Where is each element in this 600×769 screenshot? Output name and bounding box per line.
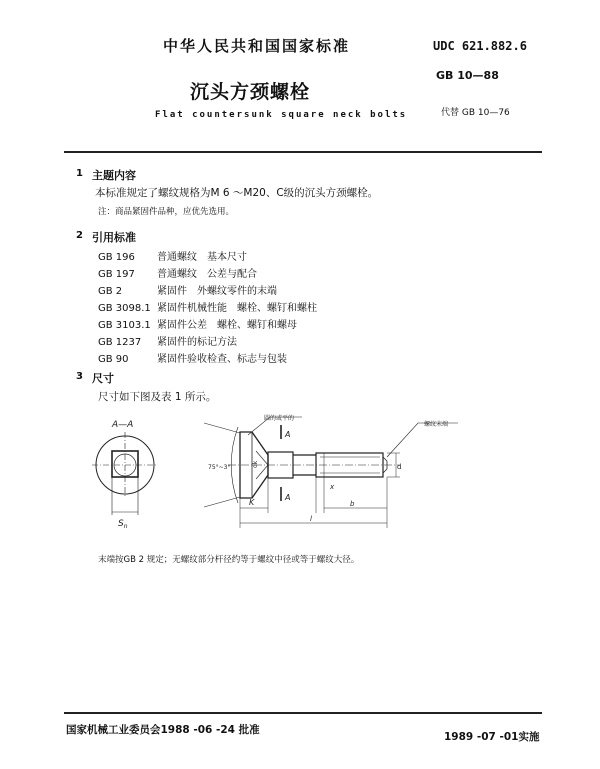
bolt-drawing [88, 405, 528, 533]
k-label: K [249, 498, 255, 507]
footer-divider [64, 712, 542, 714]
reference-item: GB 197 普通螺纹 公差与配合 [98, 269, 257, 280]
english-title: Flat countersunk square neck bolts [155, 110, 408, 120]
s-label: $S_n$ [118, 519, 128, 530]
section-3-title: 尺寸 [92, 372, 114, 385]
dk-label: dk [252, 460, 259, 468]
header-divider [64, 151, 542, 153]
l-label: l [310, 515, 312, 523]
reference-item: GB 3098.1 紧固件机械性能 螺栓、螺钉和螺柱 [98, 303, 317, 314]
section-3-text: 尺寸如下图及表 1 所示。 [98, 391, 217, 403]
section-3-number: 3 [76, 371, 83, 382]
b-label: b [350, 500, 355, 508]
x-label: x [330, 483, 335, 491]
d-label: d [397, 463, 402, 471]
round-flat-label: 圆的或平的 [264, 415, 295, 422]
section-1-text: 本标准规定了螺纹规格为M 6 ～M20、C级的沉头方颈螺栓。 [95, 187, 379, 199]
thread-end-label: 螺纹末端 [424, 421, 449, 428]
udc-number: UDC 621.882.6 [433, 39, 527, 53]
reference-item: GB 1237 紧固件的标记方法 [98, 337, 237, 348]
issuing-country-standard: 中华人民共和国国家标准 [163, 37, 351, 55]
gb-number: GB 10—88 [436, 69, 499, 82]
approval-date: 国家机械工业委员会1988 -06 -24 批准 [66, 724, 260, 736]
replaces-standard: 代替 GB 10—76 [441, 108, 510, 118]
angle-label: 75°~3° [208, 464, 231, 471]
section-1-note: 注：商品紧固件品种，应优先选用。 [98, 207, 235, 217]
section-1-number: 1 [76, 168, 83, 179]
section-label: A—A [112, 420, 134, 430]
effective-date: 1989 -07 -01实施 [444, 731, 540, 743]
section-2-number: 2 [76, 230, 83, 241]
section-2-title: 引用标准 [92, 231, 136, 244]
document-title: 沉头方颈螺栓 [190, 81, 311, 103]
reference-item: GB 196 普通螺纹 基本尺寸 [98, 252, 247, 263]
a-bottom-label: A [285, 493, 291, 502]
section-1-title: 主题内容 [92, 169, 136, 182]
reference-item: GB 2 紧固件 外螺纹零件的末端 [98, 286, 277, 297]
reference-item: GB 3103.1 紧固件公差 螺栓、螺钉和螺母 [98, 320, 297, 331]
figure-footnote: 末端按GB 2 规定；无螺纹部分杆径约等于螺纹中径或等于螺纹大径。 [98, 555, 360, 565]
a-top-label: A [285, 430, 291, 439]
reference-item: GB 90 紧固件验收检查、标志与包装 [98, 354, 287, 365]
